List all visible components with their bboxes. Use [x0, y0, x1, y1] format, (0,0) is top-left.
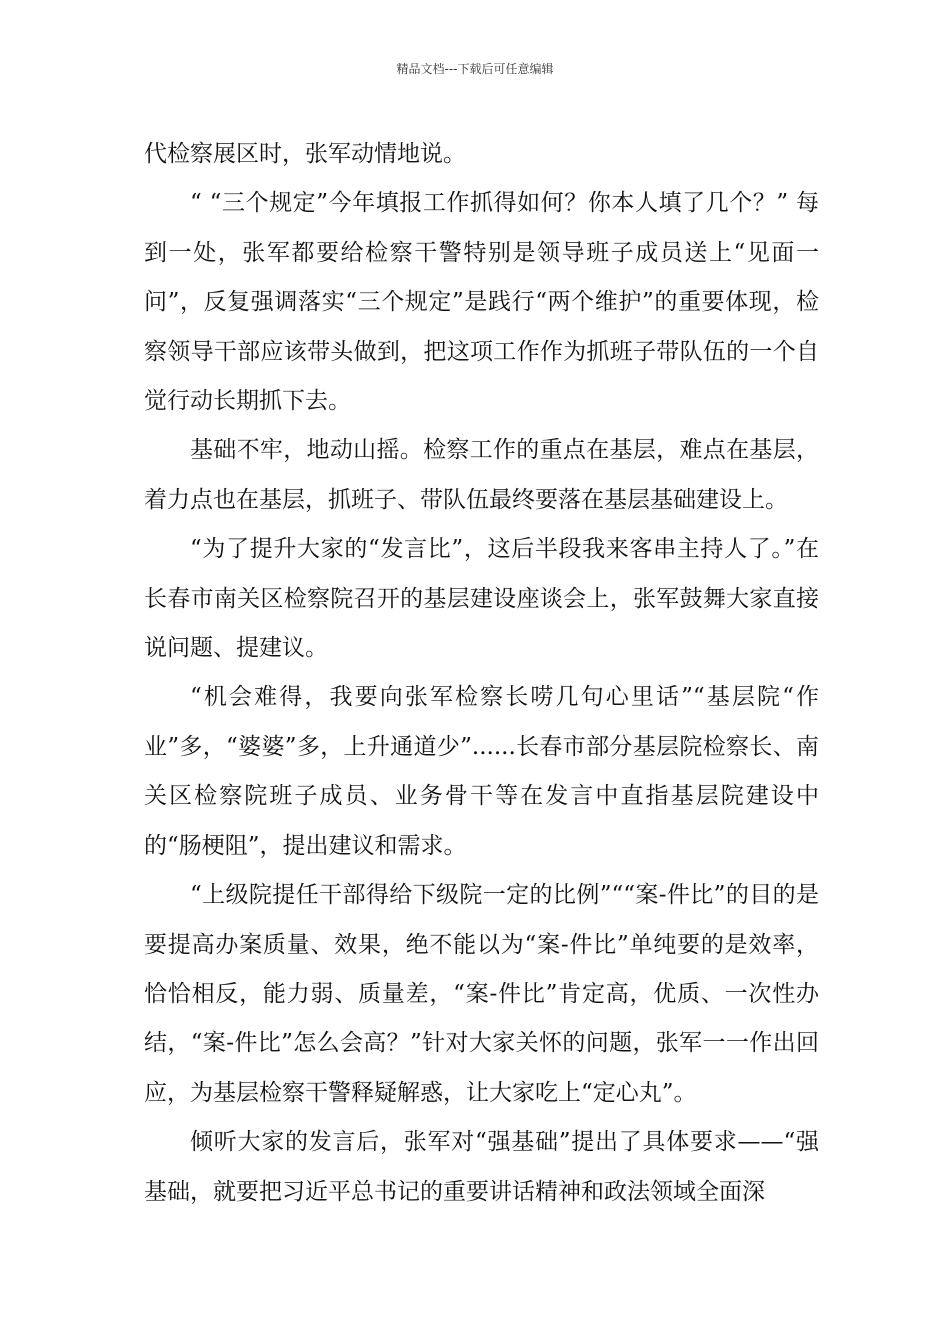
paragraph-3: 基础不牢，地动山摇。检察工作的重点在基层，难点在基层，着力点也在基层，抓班子、带队伍最终要落在基层基础建设上。 [144, 437, 819, 513]
paragraph-2: “ “三个规定”今年填报工作抓得如何？你本人填了几个？” 每到一处，张军都要给检察干警特别是领导班子成员送上“见面一问”，反复强调落实“三个规定”是践行“两个维护”的重要体现，检察领导干部应该带头做到，把这项工作作为抓班子带队伍的一个自觉行动长期抓下去。 [144, 190, 819, 415]
document-body [144, 130, 819, 1217]
paragraph-4: “为了提升大家的“发言比”，这后半段我来客串主持人了。”在长春市南关区检察院召开的基层建设座谈会上，张军鼓舞大家直接说问题、提建议。 [144, 536, 819, 662]
paragraph-5: “机会难得，我要向张军检察长唠几句心里话”“基层院“作业”多，“婆婆”多，上升通道少”......长春市部分基层院检察长、南关区检察院班子成员、业务骨干等在发言中直指基层院建设中的“肠梗阻”，提出建议和需求。 [144, 684, 819, 859]
paragraph-7: 倾听大家的发言后，张军对“强基础”提出了具体要求——“强基础，就要把习近平总书记的重要讲话精神和政法领域全面深 [144, 1129, 819, 1205]
paragraph-6: “上级院提任干部得给下级院一定的比例”““案-件比”的目的是要提高办案质量、效果，绝不能以为“案-件比”单纯要的是效率，恰恰相反，能力弱、质量差，“案-件比”肯定高，优质、一次性办结，“案-件比”怎么会高？”针对大家关怀的问题，张军一一作出回应，为基层检察干警释疑解惑，让大家吃上“定心丸”。 [144, 882, 819, 1106]
page-header: 精品文档---下载后可任意编辑 [396, 62, 554, 76]
paragraph-1: 代检察展区时，张军动情地说。 [144, 141, 466, 167]
